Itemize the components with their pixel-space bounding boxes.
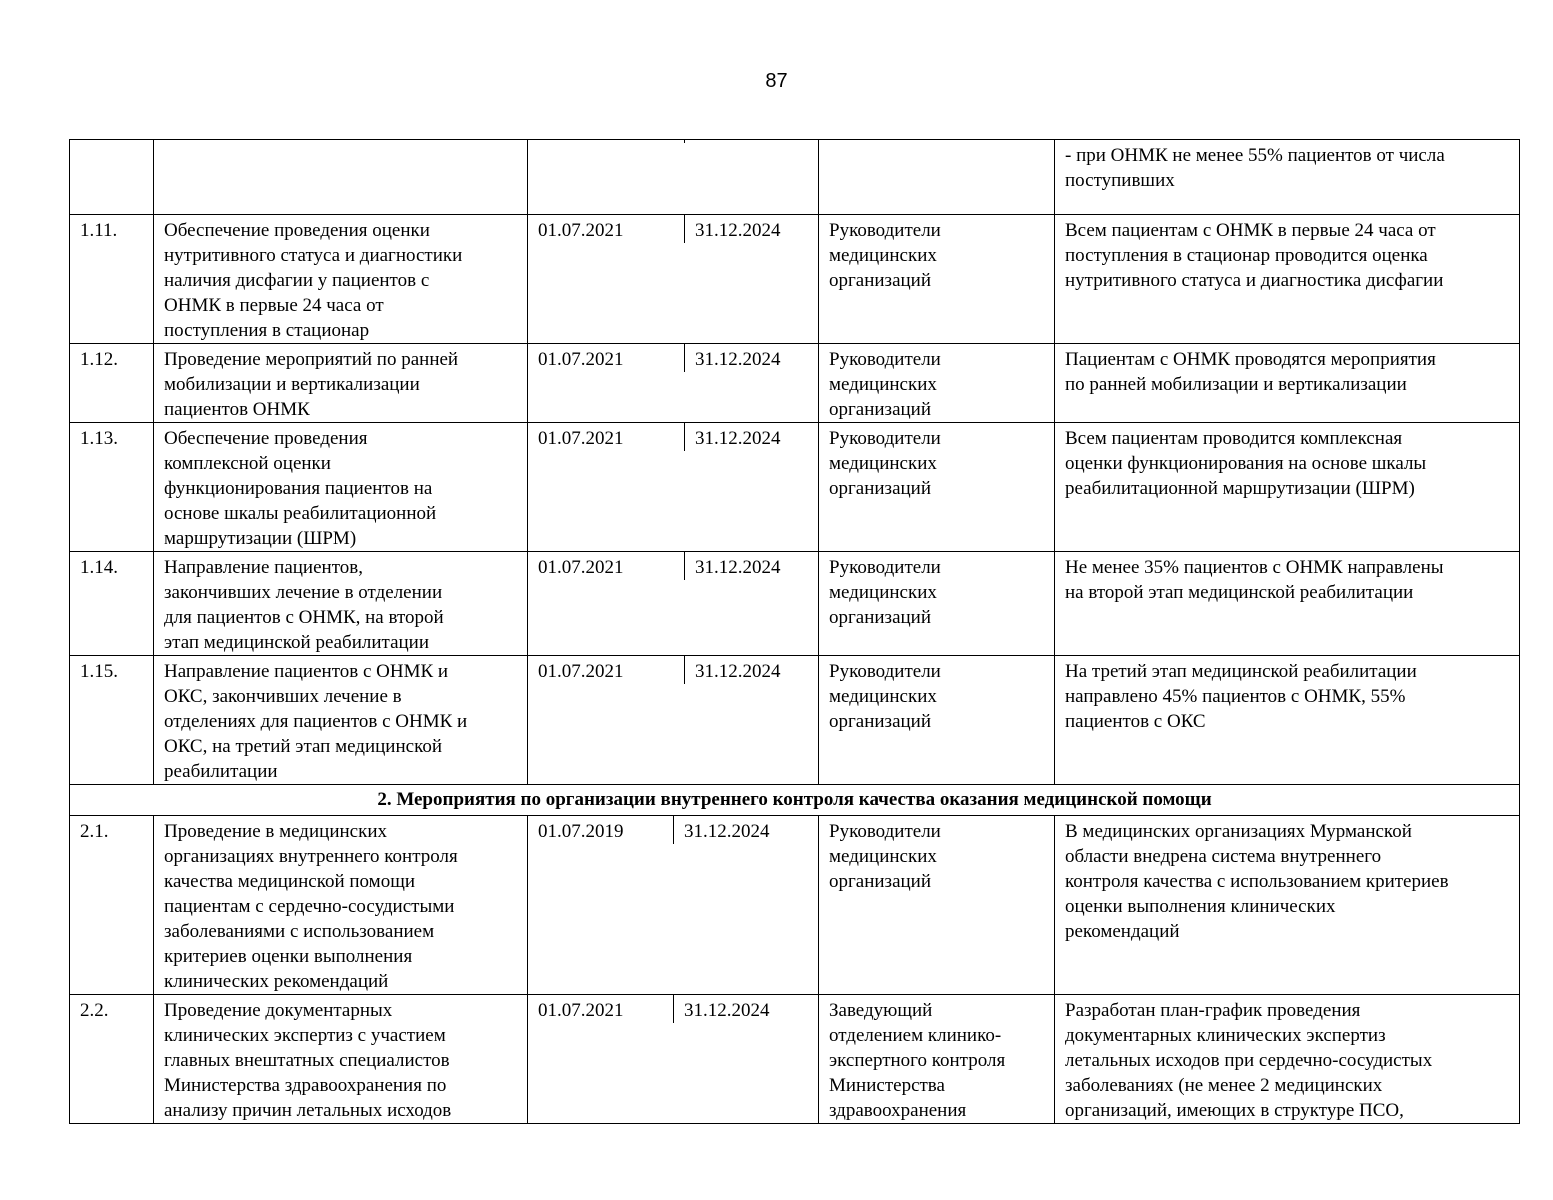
expected-result-cell: Не менее 35% пациентов с ОНМК направлены на второй этап медицинской реабилитации	[1055, 552, 1520, 656]
end-date-cell	[685, 140, 703, 143]
end-date-cell: 31.12.2024	[695, 428, 781, 449]
start-date-cell: 01.07.2021	[528, 656, 685, 684]
expected-result-cell: - при ОНМК не менее 55% пациентов от числа поступивших	[1055, 140, 1520, 215]
start-date-cell: 01.07.2021	[528, 215, 685, 243]
expected-result-cell: Разработан план-график проведения документарных клинических экспертиз летальных исходов при сердечно-сосудистых заболеваниях (не менее 2 медицинских организаций, имеющих в структуре ПСО,	[1055, 995, 1520, 1124]
expected-result-cell: Всем пациентам с ОНМК в первые 24 часа от поступления в стационар проводится оценка нутритивного статуса и диагностика дисфагии	[1055, 215, 1520, 344]
expected-result-cell: Всем пациентам проводится комплексная оценки функционирования на основе шкалы реабилитационной маршрутизации (ШРМ)	[1055, 423, 1520, 552]
dates-cell	[528, 816, 819, 995]
table-row	[70, 215, 1520, 344]
row-number-cell: 1.14.	[70, 552, 154, 656]
activity-name-cell: Обеспечение проведения оценки нутритивного статуса и диагностики наличия дисфагии у пациентов с ОНМК в первые 24 часа от поступления в стационар	[154, 215, 528, 344]
section-header-row	[70, 785, 1520, 816]
page-number: 87	[765, 70, 788, 92]
responsible-cell: Заведующий отделением клинико- экспертного контроля Министерства здравоохранения	[819, 995, 1055, 1124]
responsible-cell: Руководители медицинских организаций	[819, 215, 1055, 344]
activity-name-cell: Проведение мероприятий по ранней мобилизации и вертикализации пациентов ОНМК	[154, 344, 528, 423]
end-date-cell: 31.12.2024	[695, 220, 781, 241]
table-row	[70, 656, 1520, 785]
start-date-cell	[528, 140, 685, 143]
row-number-cell: 1.11.	[70, 215, 154, 344]
end-date-cell: 31.12.2024	[695, 661, 781, 682]
responsible-cell: Руководители медицинских организаций	[819, 552, 1055, 656]
start-date-cell: 01.07.2021	[528, 995, 674, 1023]
row-number-cell	[70, 140, 154, 215]
start-date-cell: 01.07.2019	[528, 816, 674, 844]
end-date-cell: 31.12.2024	[684, 1000, 770, 1021]
row-number-cell: 1.12.	[70, 344, 154, 423]
dates-cell	[528, 552, 819, 656]
dates-cell	[528, 995, 819, 1124]
table-row	[70, 423, 1520, 552]
start-date-cell: 01.07.2021	[528, 423, 685, 451]
responsible-cell: Руководители медицинских организаций	[819, 423, 1055, 552]
table-row	[70, 344, 1520, 423]
row-number-cell: 2.2.	[70, 995, 154, 1124]
table-row	[70, 552, 1520, 656]
row-number-cell: 1.15.	[70, 656, 154, 785]
table-row	[70, 816, 1520, 995]
table-row	[70, 140, 1520, 215]
activity-name-cell: Обеспечение проведения комплексной оценки функционирования пациентов на основе шкалы реабилитационной маршрутизации (ШРМ)	[154, 423, 528, 552]
row-number-cell: 2.1.	[70, 816, 154, 995]
responsible-cell	[819, 140, 1055, 215]
section-title: 2. Мероприятия по организации внутреннего контроля качества оказания медицинской помощи	[70, 785, 1520, 816]
end-date-cell: 31.12.2024	[695, 557, 781, 578]
activities-table	[69, 139, 1520, 1124]
activity-name-cell: Направление пациентов, закончивших лечение в отделении для пациентов с ОНМК, на второй этап медицинской реабилитации	[154, 552, 528, 656]
end-date-cell: 31.12.2024	[695, 349, 781, 370]
start-date-cell: 01.07.2021	[528, 344, 685, 372]
responsible-cell: Руководители медицинских организаций	[819, 344, 1055, 423]
responsible-cell: Руководители медицинских организаций	[819, 656, 1055, 785]
dates-cell	[528, 215, 819, 344]
expected-result-cell: В медицинских организациях Мурманской области внедрена система внутреннего контроля качества с использованием критериев оценки выполнения клинических рекомендаций	[1055, 816, 1520, 995]
expected-result-cell: Пациентам с ОНМК проводятся мероприятия по ранней мобилизации и вертикализации	[1055, 344, 1520, 423]
dates-cell	[528, 344, 819, 423]
activities-table-wrap	[69, 139, 1519, 1124]
dates-cell	[528, 656, 819, 785]
end-date-cell: 31.12.2024	[684, 821, 770, 842]
dates-cell	[528, 423, 819, 552]
activity-name-cell: Проведение в медицинских организациях внутреннего контроля качества медицинской помощи пациентам с сердечно-сосудистыми заболеваниями с использованием критериев оценки выполнения клинических рекомендаций	[154, 816, 528, 995]
expected-result-cell: На третий этап медицинской реабилитации направлено 45% пациентов с ОНМК, 55% пациентов с ОКС	[1055, 656, 1520, 785]
table-row	[70, 995, 1520, 1124]
responsible-cell: Руководители медицинских организаций	[819, 816, 1055, 995]
activity-name-cell	[154, 140, 528, 215]
row-number-cell: 1.13.	[70, 423, 154, 552]
activity-name-cell: Направление пациентов с ОНМК и ОКС, закончивших лечение в отделениях для пациентов с ОНМК и ОКС, на третий этап медицинской реабилитации	[154, 656, 528, 785]
activity-name-cell: Проведение документарных клинических экспертиз с участием главных внештатных специалистов Министерства здравоохранения по анализу причин летальных исходов	[154, 995, 528, 1124]
start-date-cell: 01.07.2021	[528, 552, 685, 580]
dates-cell	[528, 140, 819, 215]
